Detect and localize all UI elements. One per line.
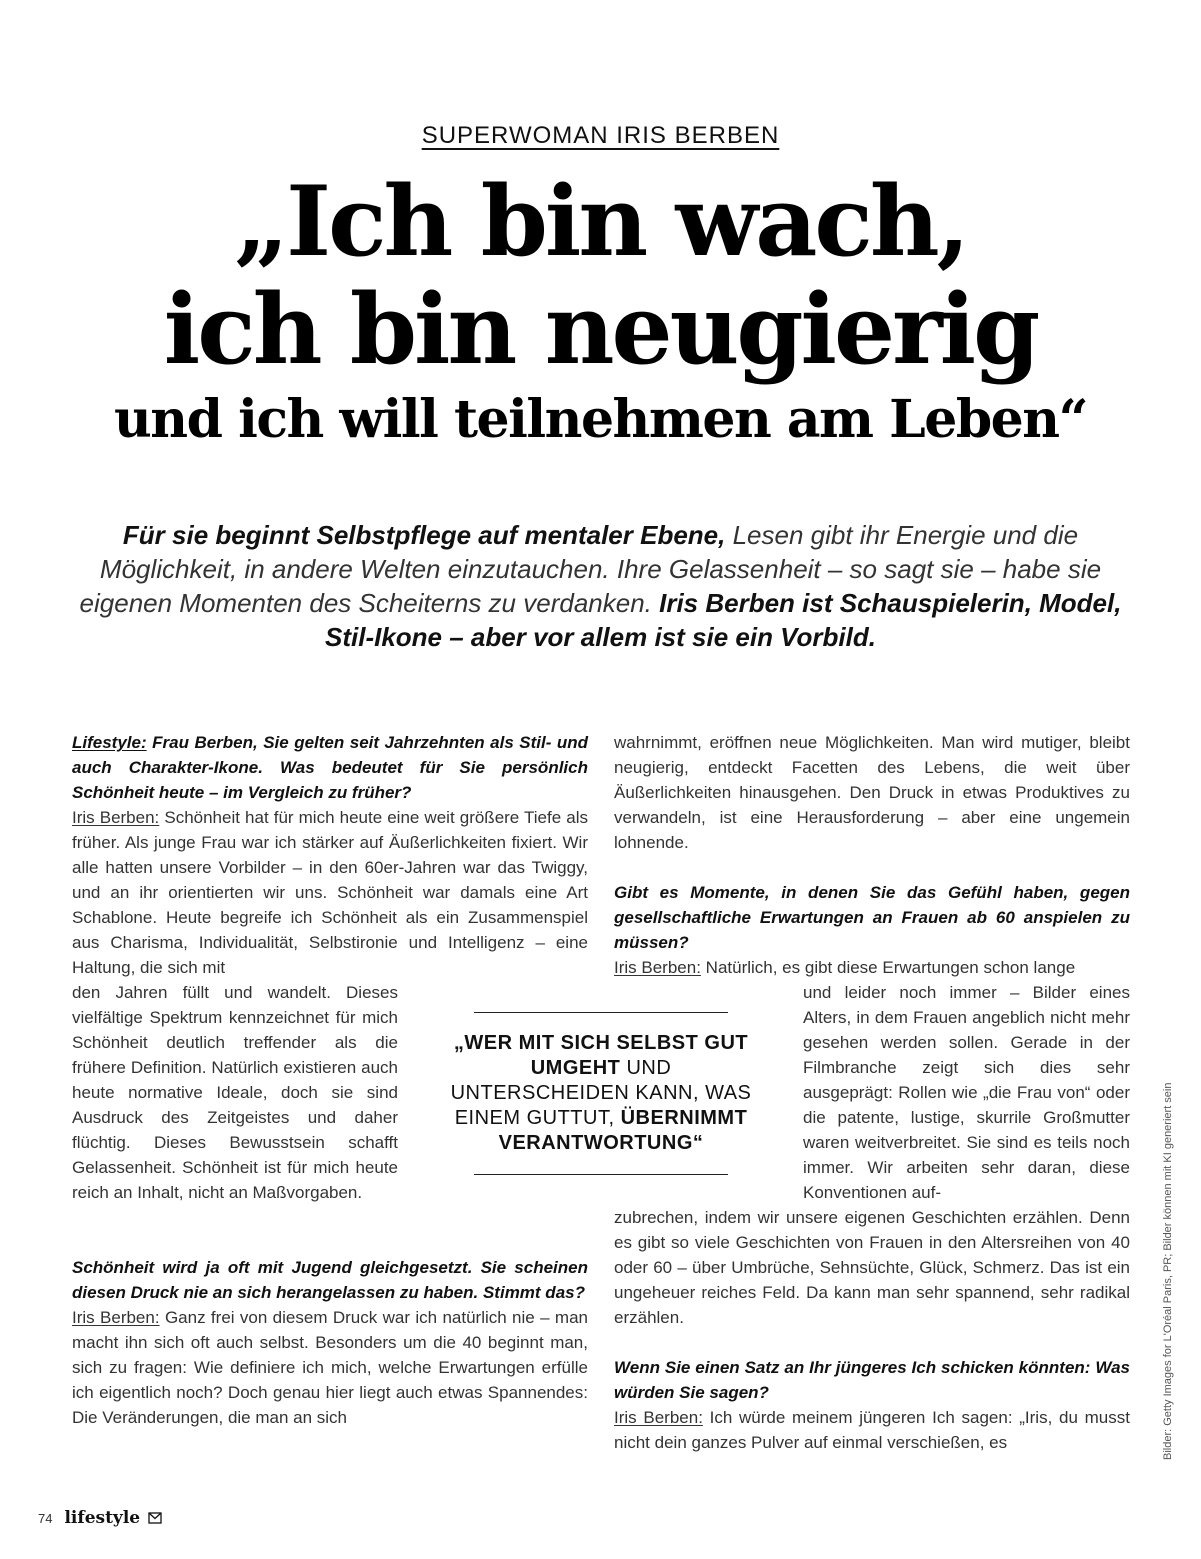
- lead-bold-2: Iris Berben ist Schauspielerin, Model, Stil-Ikone – aber vor allem ist sie ein Vorbild.: [325, 588, 1122, 652]
- speaker-label: Iris Berben:: [614, 1408, 703, 1427]
- question-2: Schönheit wird ja oft mit Jugend gleichgesetzt. Sie scheinen diesen Druck nie an sich herangelassen zu haben. Stimmt das?: [72, 1258, 588, 1302]
- answer-1-continued: den Jahren füllt und wandelt. Dieses vielfältige Spektrum kennzeichnet für mich Schönheit deutlich treffender als die frühere Definition. Natürlich existieren auch heute normative Ideale, doch sie sind Ausdruck des Zeitgeistes und daher flüchtig. Dieses Bewusstsein schafft Gelassenheit. Schönheit ist für mich heute reich an Inhalt, nicht an Maßvorgaben.: [72, 983, 398, 1202]
- answer-2-continued: wahrnimmt, eröffnen neue Möglichkeiten. Man wird mutiger, bleibt neugierig, entdeckt Facetten des Lebens, die weit über Äußerlichkeiten hinausgehen. Den Druck in etwas Produktives zu verwandeln, ist eine Herausforderung – aber eine ungemein lohnende.: [614, 733, 1130, 852]
- question-4: Wenn Sie einen Satz an Ihr jüngeres Ich schicken könnten: Was würden Sie sagen?: [614, 1358, 1130, 1402]
- question-3: Gibt es Momente, in denen Sie das Gefühl haben, gegen gesellschaftliche Erwartungen an Frauen ab 60 anspielen zu müssen?: [614, 883, 1130, 952]
- answer-3-continued: und leider noch immer – Bilder eines Alters, in dem Frauen angeblich nicht mehr gesehen werden sollen. Gerade in der Filmbranche zeigt sich dies sehr ausgeprägt: Rollen wie „die Frau von“ oder die patente, lustige, skurrile Großmutter waren weitverbreitet. Sie sind es teils noch immer. Wir arbeiten sehr daran, diese Konventionen auf-: [803, 983, 1130, 1202]
- question-1-text: Frau Berben, Sie gelten seit Jahrzehnten als Stil- und auch Charakter-Ikone. Was bedeutet für Sie persönlich Schönheit heute – im Vergleich zu früher?: [72, 733, 588, 802]
- answer-2-text: Ganz frei von diesem Druck war ich natürlich nie – man macht ihn sich oft auch selbst. Besonders um die 40 beginnt man, sich zu fragen: Wie definiere ich mich, welche Erwartungen erfülle ich eigentlich noch? Doch genau hier liegt auch etwas Spannendes: Die Veränderungen, die man an sich: [72, 1308, 588, 1427]
- left-column-bottom: [72, 1255, 588, 1430]
- lead-text: Lesen gibt ihr Energie und die Möglichkeit, in andere Welten einzutauchen. Ihre Gelassenheit – so sagt sie – habe sie eigenen Momenten des Scheiterns zu verdanken.: [79, 520, 1102, 618]
- left-column-top: [72, 730, 588, 980]
- answer-2: [72, 1305, 588, 1430]
- right-column-wrap: [803, 980, 1130, 1205]
- question-1: [72, 730, 588, 805]
- answer-3: [614, 955, 1130, 980]
- footer: [38, 1508, 162, 1528]
- envelope-icon: [148, 1512, 162, 1524]
- speaker-label: Iris Berben:: [72, 1308, 160, 1327]
- pull-quote-bold-2: ÜBERNIMMT VERANTWORTUNG“: [498, 1107, 748, 1154]
- speaker-label: Iris Berben:: [72, 808, 160, 827]
- answer-1: [72, 805, 588, 980]
- headline-line-2: ich bin neugierig: [163, 273, 1038, 386]
- pull-quote: [450, 1012, 752, 1175]
- lead-paragraph: [60, 518, 1141, 654]
- pull-quote-bold-1: „WER MIT SICH SELBST GUT UMGEHT: [453, 1032, 749, 1079]
- pull-quote-text: [444, 1031, 758, 1156]
- answer-3-end: zubrechen, indem wir unsere eigenen Geschichten erzählen. Denn es gibt so viele Geschichten von Frauen in den Altersreihen von 40 oder 60 – über Umbrüche, Sehnsüchte, Glück, Schmerz. Das ist ein ungeheuer reiches Feld. Da kann man sehr spannend, sehr radikal erzählen.: [614, 1208, 1130, 1327]
- right-column-bottom: [614, 1205, 1130, 1455]
- pull-quote-light: UND UNTERSCHEIDEN KANN, WAS EINEM GUTTUT,: [450, 1057, 752, 1129]
- answer-4: [614, 1405, 1130, 1455]
- pull-quote-bottom-rule: [474, 1174, 728, 1175]
- kicker: SUPERWOMAN IRIS BERBEN: [421, 122, 780, 149]
- image-credit: Bilder: Getty Images for L'Oréal Paris, PR; Bilder können mit KI generiert sein: [1162, 1082, 1174, 1460]
- answer-4-text: Ich würde meinem jüngeren Ich sagen: „Iris, du musst nicht dein ganzes Pulver auf einmal verschießen, es: [614, 1408, 1130, 1452]
- left-column-wrap: [72, 980, 398, 1205]
- interviewer-label: Lifestyle:: [72, 733, 147, 752]
- headline-line-1: „Ich bin wach,: [233, 165, 968, 278]
- answer-3-text: Natürlich, es gibt diese Erwartungen schon lange: [700, 958, 1076, 977]
- page-number: 74: [38, 1510, 53, 1526]
- headline: [0, 165, 1201, 452]
- headline-line-3: und ich will teilnehmen am Leben“: [114, 389, 1087, 450]
- answer-1-text: Schönheit hat für mich heute eine weit größere Tiefe als früher. Als junge Frau war ich stärker auf Äußerlichkeiten fixiert. Wir alle hatten unsere Vorbilder – in den 60er-Jahren war das Twiggy, und an ihr orientierten wir uns. Schönheit war damals eine Art Schablone. Heute begreife ich Schönheit als ein Zusammenspiel aus Charisma, Individualität, Selbstironie und Intelligenz – eine Haltung, die sich mit: [72, 808, 588, 977]
- brand-logo: lifestyle: [64, 1508, 141, 1528]
- lead-bold-1: Für sie beginnt Selbstpflege auf mentaler Ebene,: [122, 520, 726, 550]
- speaker-label: Iris Berben:: [614, 958, 701, 977]
- pull-quote-top-rule: [474, 1012, 728, 1013]
- right-column-top: [614, 730, 1130, 980]
